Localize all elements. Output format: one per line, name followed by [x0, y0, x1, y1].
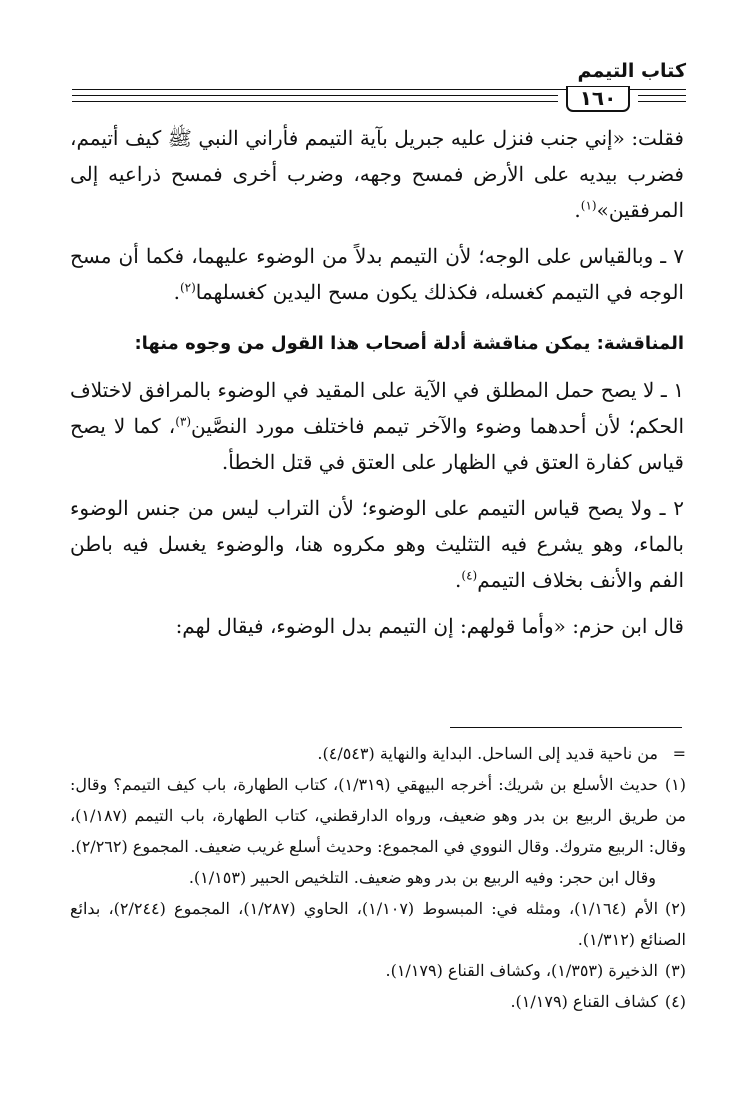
- footnote-2: [70, 893, 686, 955]
- footnote-2-text: الأم (١/١٦٤)، ومثله في: المبسوط (١/١٠٧)، الحاوي (١/٢٨٧)، المجموع (٢/٢٤٤)، بدائع الصنائع (١/٣١٢).: [70, 899, 686, 949]
- footnote-separator: [450, 727, 682, 728]
- footnote-3-text: الذخيرة (١/٣٥٣)، وكشاف القناع (١/١٧٩).: [385, 961, 658, 980]
- footnote-2-label: (٢): [664, 899, 687, 918]
- paragraph-4-text-b: ، كما لا يصح قياس كفارة العتق في الظهار على العتق في قتل الخطأ.: [70, 414, 684, 474]
- paragraph-1-text: فقلت: «إني جنب فنزل عليه جبريل بآية التيمم فأراني النبي ﷺ كيف أتيمم، فضرب بيديه على الأرض فمسح وجهه، وضرب أخرى فمسح ذراعيه إلى المرفقين»: [70, 126, 684, 222]
- footnote-continued-text: من ناحية قديد إلى الساحل. البداية والنهاية (٤/٥٤٣).: [317, 744, 658, 763]
- paragraph-6-text: قال ابن حزم: «وأما قولهم: إن التيمم بدل الوضوء، فيقال لهم:: [175, 614, 684, 638]
- paragraph-2-text: ٧ ـ وبالقياس على الوجه؛ لأن التيمم بدلاً من الوضوء عليهما، فكما أن مسح الوجه في التيمم كغسله، فكذلك يكون مسح اليدين كغسلهما: [70, 244, 684, 304]
- paragraph-5-text: ٢ ـ ولا يصح قياس التيمم على الوضوء؛ لأن التراب ليس من جنس الوضوء بالماء، وهو يشرع فيه التثليث وهو مكروه هنا، والوضوء يغسل فيه باطن الفم والأنف بخلاف التيمم: [70, 496, 684, 592]
- header-double-rule-left: [72, 95, 558, 102]
- paragraph-5-end: .: [455, 568, 462, 592]
- footnote-ref-3[interactable]: (٣): [175, 414, 192, 429]
- discussion-heading-text: المناقشة: يمكن مناقشة أدلة أصحاب هذا القول من وجوه منها:: [134, 333, 684, 354]
- footnote-ref-4[interactable]: (٤): [461, 568, 478, 583]
- main-text: [70, 120, 684, 654]
- footnote-1-text: حديث الأسلع بن شريك: أخرجه البيهقي (١/٣١٩)، كتاب الطهارة، باب كيف التيمم؟ وقال: من طريق الربيع بن بدر وهو ضعيف، ورواه الدارقطني، كتاب الطهارة، باب التيمم (١/١٨٧)، وقال: الربيع متروك. وقال النووي في المجموع: وحديث أسلع غريب ضعيف. المجموع (٢/٢٦٢).: [70, 775, 687, 856]
- paragraph-4-text-a: ١ ـ لا يصح حمل المطلق في الآية على المقيد في الوضوء بالمرافق لاختلاف الحكم؛ لأن أحدهما وضوء والآخر تيمم فاختلف مورد النصَّين: [70, 378, 684, 438]
- paragraph-6: [70, 608, 684, 644]
- paragraph-5: [70, 490, 684, 598]
- page-number: ١٦٠: [566, 86, 630, 112]
- footnote-4: [70, 986, 686, 1017]
- footnote-4-label: (٤): [664, 992, 686, 1011]
- footnote-ref-2[interactable]: (٢): [179, 280, 196, 295]
- discussion-heading: [70, 324, 684, 362]
- paragraph-2: [70, 238, 684, 310]
- paragraph-4: [70, 372, 684, 480]
- footnote-3-label: (٣): [664, 961, 686, 980]
- footnote-continued: [70, 738, 686, 769]
- paragraph-1-end: .: [574, 198, 581, 222]
- footnote-continued-label: =: [672, 744, 686, 763]
- footnote-1-label: (١): [664, 775, 686, 794]
- footnote-1: [70, 769, 686, 862]
- footnote-ref-1[interactable]: (١): [580, 198, 597, 213]
- paragraph-2-end: .: [173, 280, 180, 304]
- header-double-rule-right: [638, 95, 686, 102]
- footnote-3: [70, 955, 686, 986]
- chapter-title: كتاب التيمم: [577, 60, 686, 82]
- footnotes: [70, 738, 686, 1017]
- footnote-1-extra: وقال ابن حجر: وفيه الربيع بن بدر وهو ضعيف. التلخيص الحبير (١/١٥٣).: [188, 868, 656, 887]
- footnote-4-text: كشاف القناع (١/١٧٩).: [510, 992, 658, 1011]
- paragraph-1: [70, 120, 684, 228]
